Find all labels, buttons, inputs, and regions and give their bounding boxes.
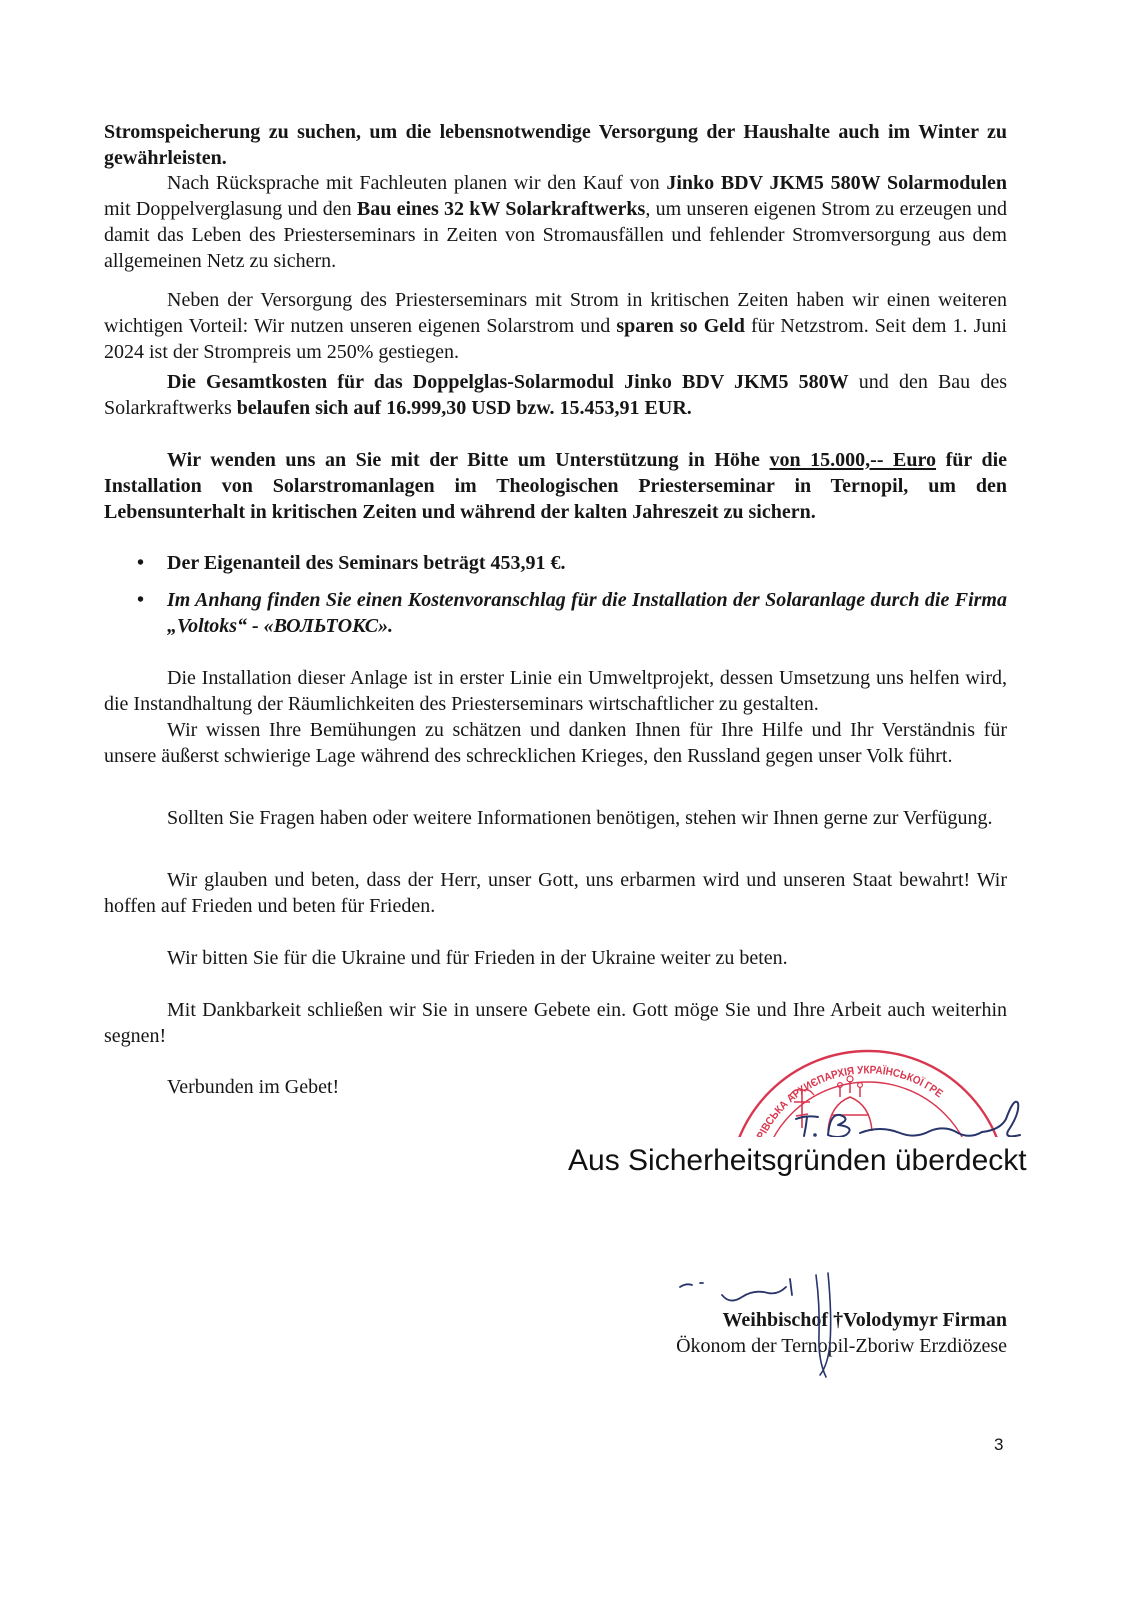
bullet-icon: • [137,552,145,574]
total-costs-highlight: Die Gesamtkosten für das Doppelglas-Solarmodul Jinko BDV JKM5 580W [167,371,849,393]
text-segment: Neben der Versorgung des Priesterseminars mit Strom in kritischen Zeiten haben wir einen weiteren wichtigen Vorteil: Wir nutzen unseren eigenen Solarstrom und [104,289,1007,337]
bullet-text: Im Anhang finden Sie einen Kostenvoranschlag für die Installation der Solaranlage durch die Firma „Voltoks“ - «ВОЛЬТОКС». [167,589,1007,637]
module-model-highlight: Jinko BDV JKM5 580W Solarmodulen [666,172,1007,194]
church-seal-stamp [700,1035,1050,1140]
paragraph-questions: Sollten Sie Fragen haben oder weitere Informationen benötigen, stehen wir Ihnen gerne zur Verfügung. [167,807,993,829]
text-segment: Nach Rücksprache mit Fachleuten planen wir den Kauf von [167,172,667,194]
text-segment: und den Bau des Solarkraftwerks [104,371,1007,419]
handwritten-signature [670,1265,870,1385]
signatory-title: Ökonom der Ternopil-Zboriw Erzdiözese [676,1335,1007,1357]
paragraph-gratitude: Wir wissen Ihre Bemühungen zu schätzen und danken Ihnen für Ihre Hilfe und Ihr Verständnis für unsere äußerst schwierige Lage während des schrecklichen Krieges, den Russland gegen unser Volk führt. [104,719,1007,767]
redaction-notice: Aus Sicherheitsgründen überdeckt [568,1144,1027,1177]
savings-highlight: sparen so Geld [616,315,745,337]
bullet-icon: • [137,589,145,611]
paragraph-prayer-request: Wir bitten Sie für die Ukraine und für Frieden in der Ukraine weiter zu beten. [167,947,788,969]
paragraph-blessing: Mit Dankbarkeit schließen wir Sie in unsere Gebete ein. Gott möge Sie und Ihre Arbeit auch weiterhin segnen! [104,999,1007,1047]
page-number: 3 [994,1435,1004,1454]
paragraph-storage-continuation: Stromspeicherung zu suchen, um die lebensnotwendige Versorgung der Haushalte auch im Winter zu gewährleisten. [104,121,1007,169]
stamp-lettering: РІВСЬКА АРХИЄПАРХІЯ УКРАЇНСЬКОЇ ГРЕ [754,1064,946,1140]
closing-salutation: Verbunden im Gebet! [167,1076,340,1098]
paragraph-savings [104,287,1007,365]
paragraph-faith: Wir glauben und beten, dass der Herr, unser Gott, uns erbarmen wird und unseren Staat bewahrt! Wir hoffen auf Frieden und beten für Frieden. [104,869,1007,917]
text-segment: für die Installation von Solarstromanlagen im Theologischen Priesterseminar in Ternopil, um den Lebensunterhalt in kritischen Zeiten und während der kalten Jahreszeit zu sichern. [104,449,1008,523]
text-segment: für Netzstrom. Seit dem 1. Juni 2024 ist der Strompreis um 250% gestiegen. [104,315,1007,363]
bullet-text: Der Eigenanteil des Seminars beträgt 453,91 €. [167,552,566,574]
paragraph-environment: Die Installation dieser Anlage ist in erster Linie ein Umweltprojekt, dessen Umsetzung uns helfen wird, die Instandhaltung der Räumlichkeiten des Priesterseminars wirtschaftlicher zu gestalten. [104,667,1007,715]
text-segment: mit Doppelverglasung und den [104,198,357,220]
text-segment: Wir wenden uns an Sie mit der Bitte um Unterstützung in Höhe [167,449,770,471]
paragraph-total-costs [104,369,1007,421]
bullet-item-own-contribution [137,550,1007,576]
paragraph-funding-request [104,447,1007,525]
cost-amount-highlight: belaufen sich auf 16.999,30 USD bzw. 15.453,91 EUR. [236,397,692,419]
power-plant-highlight: Bau eines 32 kW Solarkraftwerks [356,198,646,220]
paragraph-purchase-plan [104,170,1007,274]
bullet-item-cost-estimate [137,587,1007,639]
signatory-name: Weihbischof †Volodymyr Firman [722,1309,1007,1331]
requested-amount: von 15.000,-- Euro [769,449,937,471]
text-segment: , um unseren eigenen Strom zu erzeugen und damit das Leben des Priesterseminars in Zeiten von Stromausfällen und fehlender Stromversorgung aus dem allgemeinen Netz zu sichern. [104,198,1007,272]
